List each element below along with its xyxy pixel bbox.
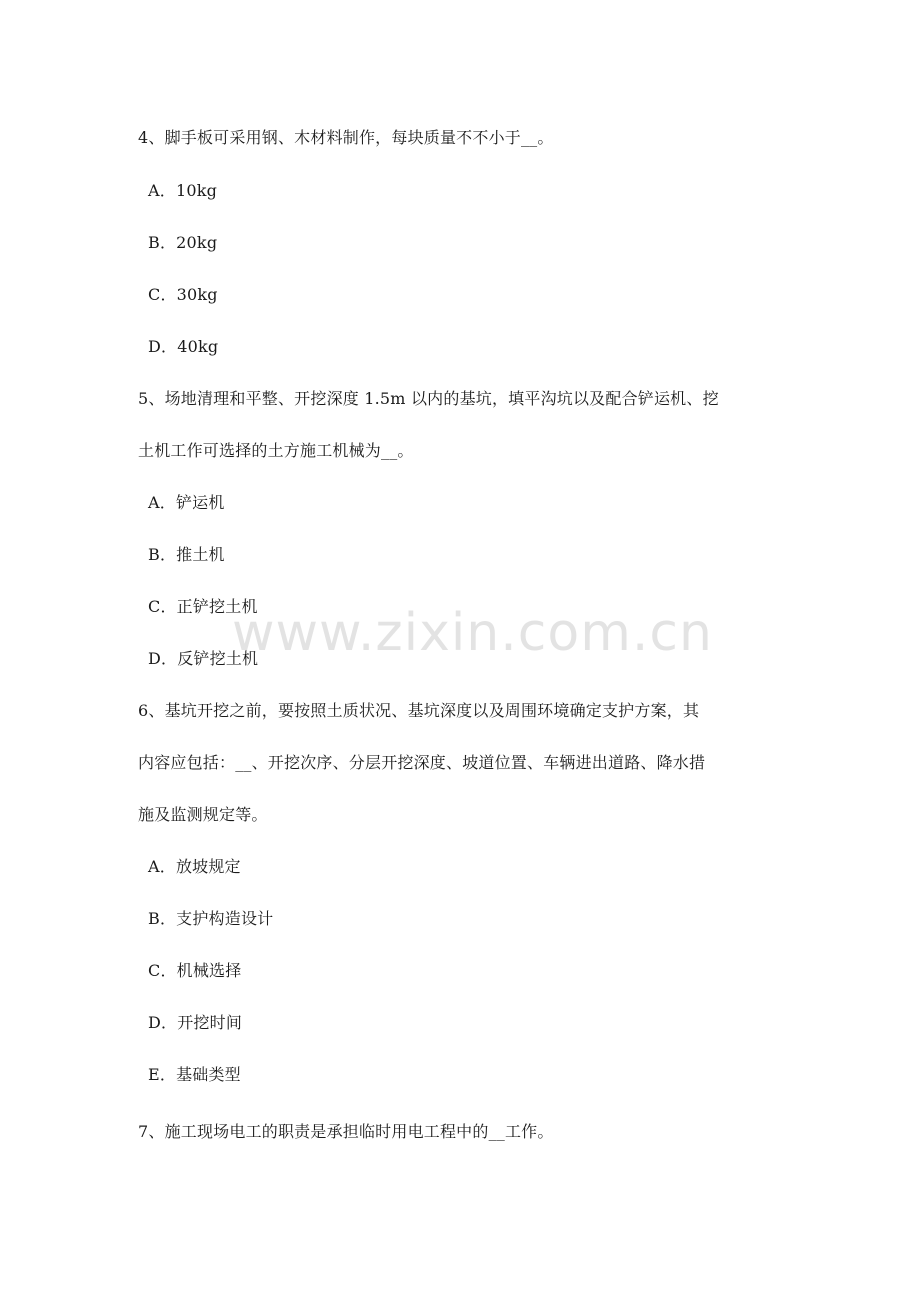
question-7-text: 7、施工现场电工的职责是承担临时用电工程中的__工作。 (138, 1122, 554, 1141)
question-6-option-b: B．支护构造设计 (148, 909, 274, 928)
question-6-option-e: E．基础类型 (148, 1065, 241, 1084)
question-6-text-line-3: 施及监测规定等。 (138, 805, 268, 824)
question-5-option-b: B．推土机 (148, 545, 225, 564)
question-5-option-d: D．反铲挖土机 (148, 649, 259, 668)
question-5-option-a: A．铲运机 (148, 493, 225, 512)
question-6-text-line-2: 内容应包括：__、开挖次序、分层开挖深度、坡道位置、车辆进出道路、降水措 (138, 753, 706, 772)
question-5-text-line-2: 土机工作可选择的土方施工机械为__。 (138, 441, 414, 460)
question-6-text-line-1: 6、基坑开挖之前，要按照土质状况、基坑深度以及周围环境确定支护方案，其 (138, 701, 700, 720)
question-4-option-c: C．30kg (148, 285, 218, 304)
question-4-option-a: A．10kg (148, 181, 218, 200)
question-4-option-b: B．20kg (148, 233, 218, 252)
watermark: www.zixin.com.cn (232, 603, 713, 663)
question-6-option-d: D．开挖时间 (148, 1013, 243, 1032)
question-6-option-c: C．机械选择 (148, 961, 242, 980)
question-4-option-d: D．40kg (148, 337, 219, 356)
question-4-text: 4、脚手板可采用钢、木材料制作，每块质量不不小于__。 (138, 128, 554, 147)
question-6-option-a: A．放坡规定 (148, 857, 241, 876)
question-5-option-c: C．正铲挖土机 (148, 597, 258, 616)
question-5-text-line-1: 5、场地清理和平整、开挖深度 1.5m 以内的基坑，填平沟坑以及配合铲运机、挖 (138, 389, 719, 408)
